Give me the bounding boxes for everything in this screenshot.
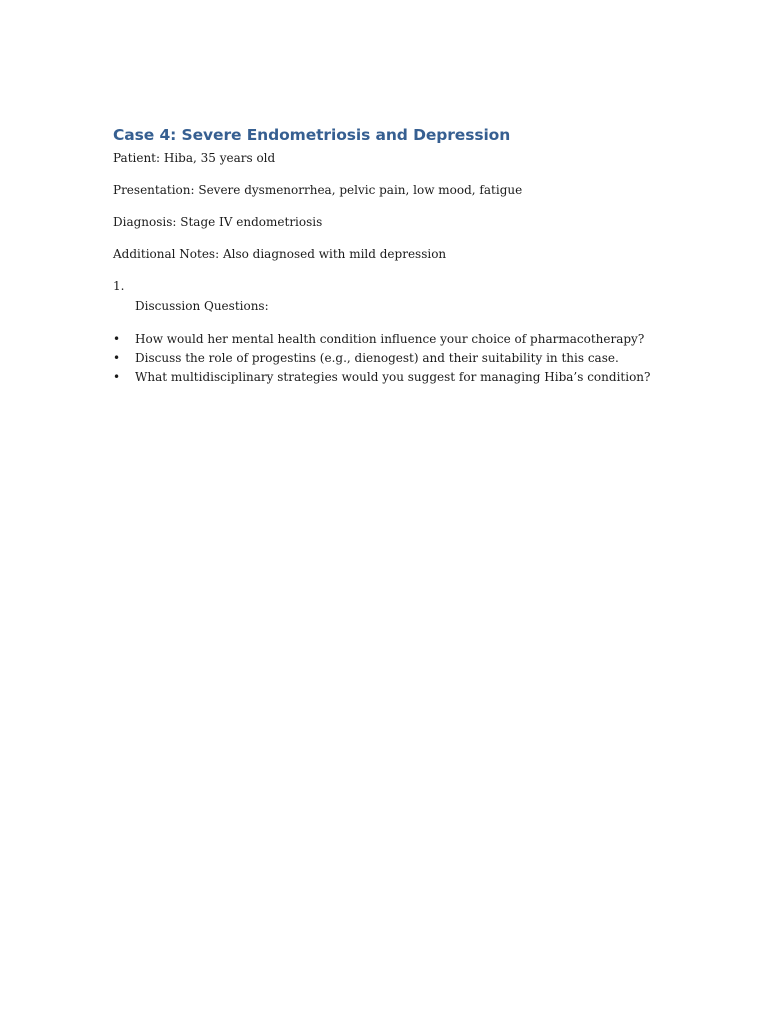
- diagnosis-line: Diagnosis: Stage IV endometriosis: [113, 215, 323, 229]
- additional-notes-line: Additional Notes: Also diagnosed with mild depression: [113, 247, 447, 261]
- bullet-icon: •: [113, 351, 121, 365]
- question-text: Discuss the role of progestins (e.g., dienogest) and their suitability in this case.: [135, 351, 619, 365]
- numbered-list-item: [113, 278, 673, 314]
- question-text: What multidisciplinary strategies would you suggest for managing Hiba’s condition?: [135, 370, 651, 384]
- document-body: [113, 124, 673, 387]
- question-text: How would her mental health condition influence your choice of pharmacotherapy?: [135, 332, 645, 346]
- discussion-question-list: [113, 330, 673, 387]
- case-heading: Case 4: Severe Endometriosis and Depression: [113, 126, 511, 144]
- patient-line: Patient: Hiba, 35 years old: [113, 151, 276, 165]
- list-item: [113, 330, 673, 349]
- list-item: [113, 368, 673, 387]
- list-item: [113, 349, 673, 368]
- presentation-line: Presentation: Severe dysmenorrhea, pelvic pain, low mood, fatigue: [113, 183, 523, 197]
- bullet-icon: •: [113, 332, 121, 346]
- bullet-icon: •: [113, 370, 121, 384]
- discussion-questions-label: Discussion Questions:: [135, 299, 269, 313]
- list-number: 1.: [113, 279, 125, 293]
